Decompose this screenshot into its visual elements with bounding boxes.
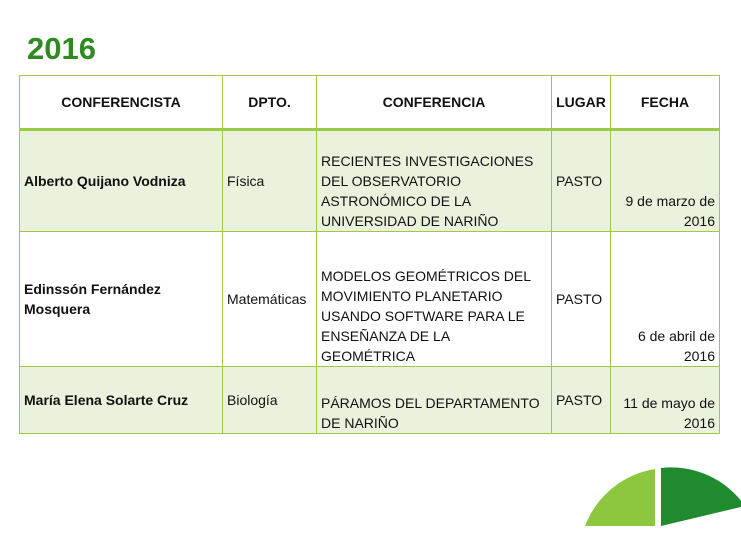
place-cell: PASTO bbox=[552, 232, 611, 367]
table-row bbox=[20, 130, 720, 232]
talk-cell: PÁRAMOS DEL DEPARTAMENTO DE NARIÑO bbox=[317, 367, 552, 434]
conferences-table bbox=[19, 75, 720, 434]
place-cell: PASTO bbox=[552, 130, 611, 232]
dept-cell: Física bbox=[223, 130, 317, 232]
talk-cell: RECIENTES INVESTIGACIONES DEL OBSERVATORIO ASTRONÓMICO DE LA UNIVERSIDAD DE NARIÑO bbox=[317, 130, 552, 232]
place-cell: PASTO bbox=[552, 367, 611, 434]
table-header-row bbox=[20, 76, 720, 130]
header-date: FECHA bbox=[611, 76, 720, 130]
logo-graphic bbox=[575, 466, 741, 546]
table-row bbox=[20, 232, 720, 367]
header-speaker: CONFERENCISTA bbox=[20, 76, 223, 130]
date-cell: 9 de marzo de 2016 bbox=[611, 130, 720, 232]
table-row bbox=[20, 367, 720, 434]
dept-cell: Biología bbox=[223, 367, 317, 434]
speaker-cell: María Elena Solarte Cruz bbox=[20, 367, 223, 434]
talk-cell: MODELOS GEOMÉTRICOS DEL MOVIMIENTO PLANETARIO USANDO SOFTWARE PARA LE ENSEÑANZA DE LA GEOMÉTRICA bbox=[317, 232, 552, 367]
speaker-cell: Alberto Quijano Vodniza bbox=[20, 130, 223, 232]
logo-segment-light bbox=[585, 469, 655, 526]
speaker-cell: Edinssón Fernández Mosquera bbox=[20, 232, 223, 367]
page-title: 2016 bbox=[27, 31, 96, 66]
header-talk: CONFERENCIA bbox=[317, 76, 552, 130]
date-cell: 11 de mayo de 2016 bbox=[611, 367, 720, 434]
header-place: LUGAR bbox=[552, 76, 611, 130]
logo-segment-dark bbox=[661, 467, 741, 526]
header-dept: DPTO. bbox=[223, 76, 317, 130]
date-cell: 6 de abril de 2016 bbox=[611, 232, 720, 367]
dept-cell: Matemáticas bbox=[223, 232, 317, 367]
